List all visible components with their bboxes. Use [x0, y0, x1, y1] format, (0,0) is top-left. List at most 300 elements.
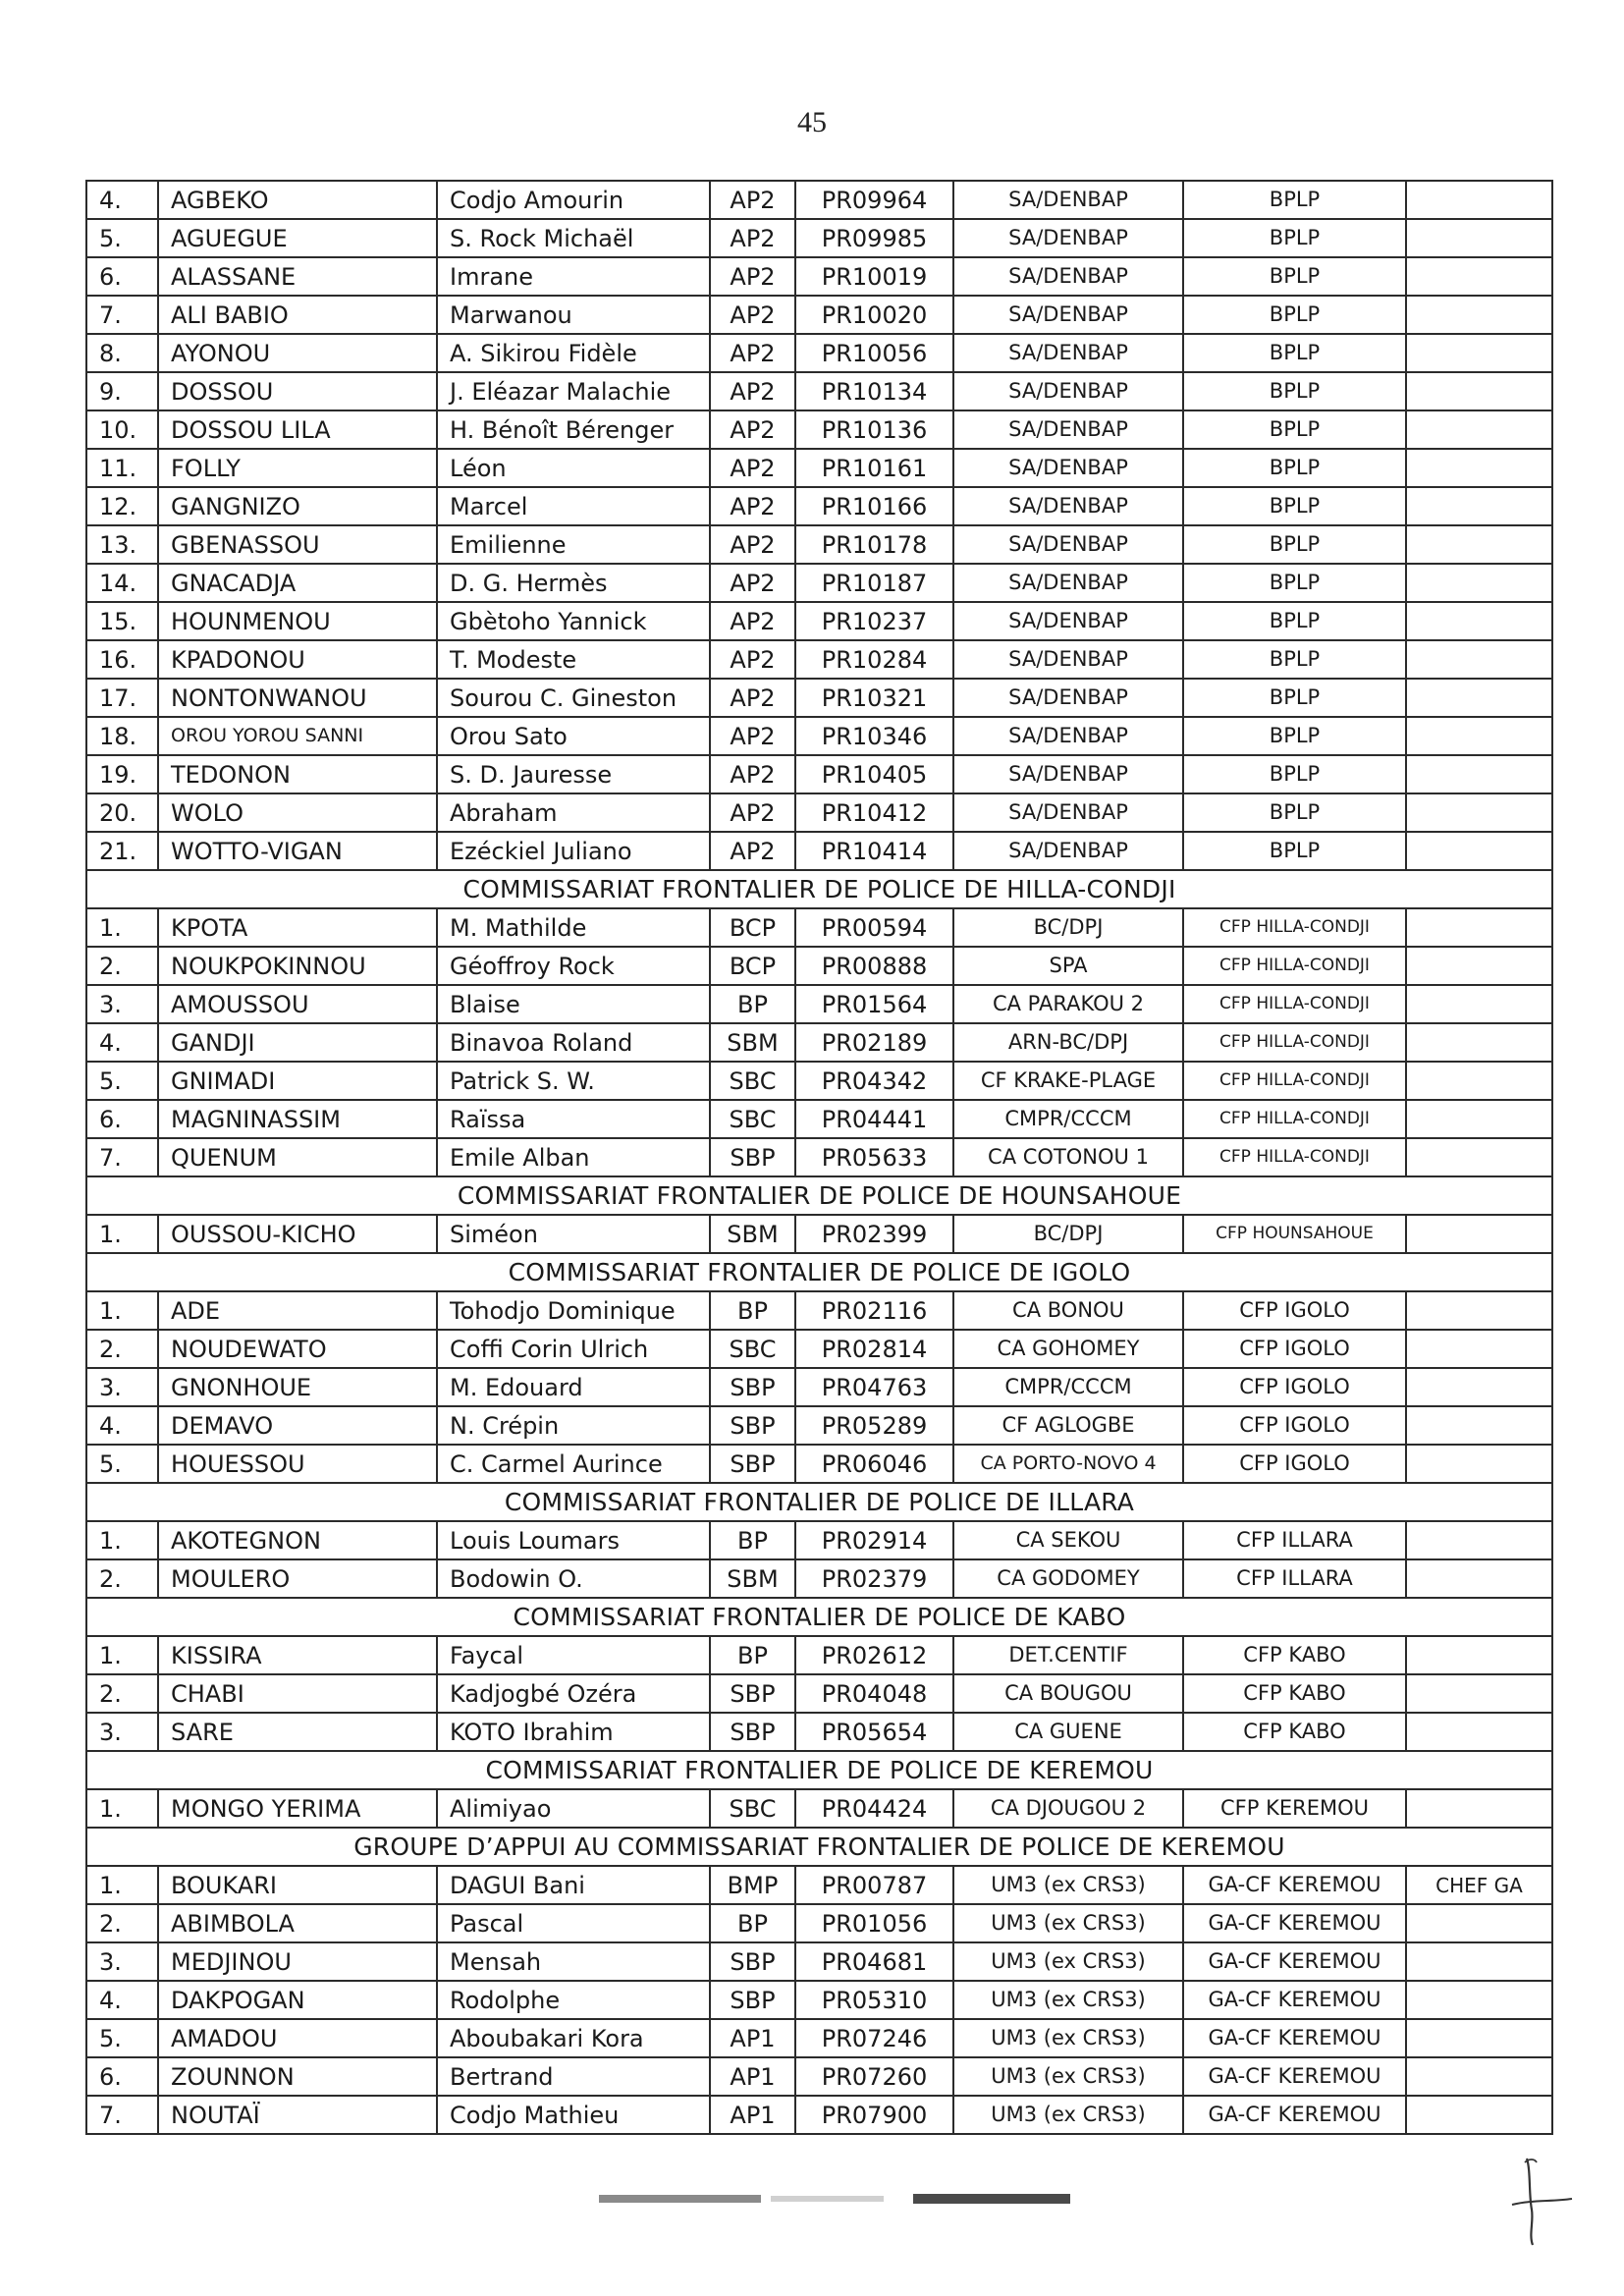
row-number: 5.	[86, 2019, 158, 2057]
new-assignment-cell: CFP HOUNSAHOUE	[1183, 1215, 1406, 1253]
table-row	[86, 908, 1552, 947]
row-number: 3.	[86, 1368, 158, 1406]
current-assignment-cell: SA/DENBAP	[953, 640, 1183, 679]
current-assignment-cell: SA/DENBAP	[953, 219, 1183, 257]
section-title: COMMISSARIAT FRONTALIER DE POLICE DE IGOLO	[86, 1253, 1552, 1291]
grade-cell: AP2	[710, 449, 795, 487]
remark-cell	[1406, 2096, 1552, 2134]
table-row	[86, 1713, 1552, 1751]
new-assignment-cell: BPLP	[1183, 755, 1406, 793]
table-row	[86, 1062, 1552, 1100]
row-number: 2.	[86, 1330, 158, 1368]
first-name-cell: DAGUI Bani	[437, 1866, 710, 1904]
matricule-cell: PR04763	[795, 1368, 953, 1406]
new-assignment-cell: CFP IGOLO	[1183, 1330, 1406, 1368]
matricule-cell: PR02612	[795, 1636, 953, 1674]
section-title: COMMISSARIAT FRONTALIER DE POLICE DE ILLARA	[86, 1483, 1552, 1521]
row-number: 2.	[86, 947, 158, 985]
new-assignment-cell: BPLP	[1183, 257, 1406, 296]
current-assignment-cell: SA/DENBAP	[953, 564, 1183, 602]
grade-cell: AP2	[710, 832, 795, 870]
table-row	[86, 640, 1552, 679]
current-assignment-cell: UM3 (ex CRS3)	[953, 1942, 1183, 1981]
first-name-cell: KOTO Ibrahim	[437, 1713, 710, 1751]
grade-cell: SBP	[710, 1674, 795, 1713]
matricule-cell: PR01056	[795, 1904, 953, 1942]
section-header-row	[86, 870, 1552, 908]
remark-cell	[1406, 755, 1552, 793]
new-assignment-cell: BPLP	[1183, 296, 1406, 334]
row-number: 2.	[86, 1904, 158, 1942]
last-name-cell: KPADONOU	[158, 640, 437, 679]
current-assignment-cell: BC/DPJ	[953, 1215, 1183, 1253]
last-name-cell: DEMAVO	[158, 1406, 437, 1445]
last-name-cell: ALI BABIO	[158, 296, 437, 334]
last-name-cell: GBENASSOU	[158, 525, 437, 564]
grade-cell: AP2	[710, 755, 795, 793]
grade-cell: BCP	[710, 908, 795, 947]
grade-cell: AP2	[710, 372, 795, 410]
grade-cell: BP	[710, 1904, 795, 1942]
grade-cell: BP	[710, 985, 795, 1023]
first-name-cell: H. Bénoît Bérenger	[437, 410, 710, 449]
first-name-cell: N. Crépin	[437, 1406, 710, 1445]
new-assignment-cell: BPLP	[1183, 372, 1406, 410]
matricule-cell: PR07900	[795, 2096, 953, 2134]
new-assignment-cell: CFP IGOLO	[1183, 1445, 1406, 1483]
first-name-cell: A. Sikirou Fidèle	[437, 334, 710, 372]
row-number: 3.	[86, 1713, 158, 1751]
first-name-cell: C. Carmel Aurince	[437, 1445, 710, 1483]
matricule-cell: PR10136	[795, 410, 953, 449]
first-name-cell: Emile Alban	[437, 1138, 710, 1176]
remark-cell	[1406, 717, 1552, 755]
remark-cell	[1406, 1981, 1552, 2019]
remark-cell	[1406, 257, 1552, 296]
new-assignment-cell: BPLP	[1183, 717, 1406, 755]
table-row	[86, 1330, 1552, 1368]
row-number: 7.	[86, 2096, 158, 2134]
section-header-row	[86, 1598, 1552, 1636]
grade-cell: AP2	[710, 181, 795, 219]
grade-cell: BP	[710, 1291, 795, 1330]
new-assignment-cell: GA-CF KEREMOU	[1183, 1942, 1406, 1981]
remark-cell	[1406, 1636, 1552, 1674]
grade-cell: AP2	[710, 679, 795, 717]
row-number: 6.	[86, 257, 158, 296]
table-row	[86, 947, 1552, 985]
current-assignment-cell: CA GODOMEY	[953, 1559, 1183, 1598]
first-name-cell: Léon	[437, 449, 710, 487]
matricule-cell: PR05633	[795, 1138, 953, 1176]
last-name-cell: NOUTAÏ	[158, 2096, 437, 2134]
first-name-cell: T. Modeste	[437, 640, 710, 679]
matricule-cell: PR04048	[795, 1674, 953, 1713]
matricule-cell: PR10166	[795, 487, 953, 525]
grade-cell: SBP	[710, 1406, 795, 1445]
remark-cell	[1406, 1789, 1552, 1828]
row-number: 2.	[86, 1559, 158, 1598]
row-number: 1.	[86, 1789, 158, 1828]
table-row	[86, 564, 1552, 602]
row-number: 18.	[86, 717, 158, 755]
row-number: 6.	[86, 1100, 158, 1138]
remark-cell	[1406, 1406, 1552, 1445]
current-assignment-cell: UM3 (ex CRS3)	[953, 2057, 1183, 2096]
table-row	[86, 985, 1552, 1023]
first-name-cell: Bertrand	[437, 2057, 710, 2096]
row-number: 5.	[86, 219, 158, 257]
last-name-cell: AGUEGUE	[158, 219, 437, 257]
row-number: 1.	[86, 1866, 158, 1904]
table-row	[86, 181, 1552, 219]
table-row	[86, 1636, 1552, 1674]
section-header-row	[86, 1828, 1552, 1866]
table-row	[86, 1215, 1552, 1253]
row-number: 7.	[86, 296, 158, 334]
new-assignment-cell: GA-CF KEREMOU	[1183, 1981, 1406, 2019]
table-row	[86, 602, 1552, 640]
grade-cell: SBC	[710, 1330, 795, 1368]
grade-cell: AP1	[710, 2057, 795, 2096]
row-number: 7.	[86, 1138, 158, 1176]
matricule-cell: PR04681	[795, 1942, 953, 1981]
grade-cell: SBM	[710, 1559, 795, 1598]
grade-cell: AP2	[710, 602, 795, 640]
current-assignment-cell: CA BOUGOU	[953, 1674, 1183, 1713]
grade-cell: SBM	[710, 1023, 795, 1062]
current-assignment-cell: SA/DENBAP	[953, 410, 1183, 449]
current-assignment-cell: SPA	[953, 947, 1183, 985]
row-number: 1.	[86, 908, 158, 947]
matricule-cell: PR02814	[795, 1330, 953, 1368]
remark-cell	[1406, 525, 1552, 564]
new-assignment-cell: CFP KABO	[1183, 1636, 1406, 1674]
last-name-cell: OROU YOROU SANNI	[158, 717, 437, 755]
remark-cell	[1406, 985, 1552, 1023]
section-title: COMMISSARIAT FRONTALIER DE POLICE DE KABO	[86, 1598, 1552, 1636]
section-header-row	[86, 1751, 1552, 1789]
remark-cell	[1406, 219, 1552, 257]
last-name-cell: GNIMADI	[158, 1062, 437, 1100]
last-name-cell: SARE	[158, 1713, 437, 1751]
remark-cell	[1406, 1138, 1552, 1176]
matricule-cell: PR10321	[795, 679, 953, 717]
new-assignment-cell: CFP HILLA-CONDJI	[1183, 1138, 1406, 1176]
remark-cell	[1406, 679, 1552, 717]
new-assignment-cell: CFP IGOLO	[1183, 1368, 1406, 1406]
grade-cell: AP2	[710, 257, 795, 296]
table-row	[86, 832, 1552, 870]
matricule-cell: PR04424	[795, 1789, 953, 1828]
last-name-cell: MAGNINASSIM	[158, 1100, 437, 1138]
first-name-cell: Raïssa	[437, 1100, 710, 1138]
remark-cell	[1406, 1291, 1552, 1330]
last-name-cell: QUENUM	[158, 1138, 437, 1176]
table-row	[86, 1138, 1552, 1176]
new-assignment-cell: CFP HILLA-CONDJI	[1183, 985, 1406, 1023]
new-assignment-cell: GA-CF KEREMOU	[1183, 1904, 1406, 1942]
current-assignment-cell: SA/DENBAP	[953, 296, 1183, 334]
current-assignment-cell: UM3 (ex CRS3)	[953, 1904, 1183, 1942]
matricule-cell: PR04441	[795, 1100, 953, 1138]
remark-cell	[1406, 1368, 1552, 1406]
table-row	[86, 1100, 1552, 1138]
remark-cell	[1406, 793, 1552, 832]
new-assignment-cell: BPLP	[1183, 334, 1406, 372]
remark-cell	[1406, 1023, 1552, 1062]
grade-cell: SBP	[710, 1368, 795, 1406]
grade-cell: AP2	[710, 219, 795, 257]
new-assignment-cell: CFP ILLARA	[1183, 1521, 1406, 1559]
last-name-cell: GNACADJA	[158, 564, 437, 602]
new-assignment-cell: BPLP	[1183, 487, 1406, 525]
table-row	[86, 2057, 1552, 2096]
first-name-cell: Bodowin O.	[437, 1559, 710, 1598]
remark-cell	[1406, 564, 1552, 602]
remark-cell	[1406, 908, 1552, 947]
table-row	[86, 1904, 1552, 1942]
row-number: 4.	[86, 181, 158, 219]
new-assignment-cell: CFP HILLA-CONDJI	[1183, 908, 1406, 947]
first-name-cell: Marcel	[437, 487, 710, 525]
section-title: COMMISSARIAT FRONTALIER DE POLICE DE HILLA-CONDJI	[86, 870, 1552, 908]
new-assignment-cell: CFP IGOLO	[1183, 1291, 1406, 1330]
remark-cell	[1406, 1559, 1552, 1598]
first-name-cell: D. G. Hermès	[437, 564, 710, 602]
current-assignment-cell: UM3 (ex CRS3)	[953, 1866, 1183, 1904]
last-name-cell: TEDONON	[158, 755, 437, 793]
new-assignment-cell: CFP HILLA-CONDJI	[1183, 1023, 1406, 1062]
matricule-cell: PR00888	[795, 947, 953, 985]
remark-cell	[1406, 1445, 1552, 1483]
remark-cell	[1406, 1713, 1552, 1751]
last-name-cell: AGBEKO	[158, 181, 437, 219]
current-assignment-cell: SA/DENBAP	[953, 679, 1183, 717]
page-number: 45	[797, 106, 827, 138]
row-number: 5.	[86, 1062, 158, 1100]
table-row	[86, 793, 1552, 832]
last-name-cell: MOULERO	[158, 1559, 437, 1598]
last-name-cell: NONTONWANOU	[158, 679, 437, 717]
first-name-cell: Marwanou	[437, 296, 710, 334]
grade-cell: AP1	[710, 2096, 795, 2134]
new-assignment-cell: BPLP	[1183, 679, 1406, 717]
grade-cell: SBP	[710, 1445, 795, 1483]
grade-cell: SBM	[710, 1215, 795, 1253]
row-number: 21.	[86, 832, 158, 870]
last-name-cell: AKOTEGNON	[158, 1521, 437, 1559]
first-name-cell: Abraham	[437, 793, 710, 832]
current-assignment-cell: CA DJOUGOU 2	[953, 1789, 1183, 1828]
personnel-table	[85, 180, 1553, 2135]
matricule-cell: PR10346	[795, 717, 953, 755]
section-header-row	[86, 1176, 1552, 1215]
new-assignment-cell: BPLP	[1183, 832, 1406, 870]
current-assignment-cell: CA BONOU	[953, 1291, 1183, 1330]
grade-cell: SBP	[710, 1713, 795, 1751]
section-title: GROUPE D’APPUI AU COMMISSARIAT FRONTALIER DE POLICE DE KEREMOU	[86, 1828, 1552, 1866]
row-number: 5.	[86, 1445, 158, 1483]
current-assignment-cell: UM3 (ex CRS3)	[953, 2096, 1183, 2134]
first-name-cell: Gbètoho Yannick	[437, 602, 710, 640]
first-name-cell: Kadjogbé Ozéra	[437, 1674, 710, 1713]
last-name-cell: ALASSANE	[158, 257, 437, 296]
first-name-cell: Binavoa Roland	[437, 1023, 710, 1062]
current-assignment-cell: CA COTONOU 1	[953, 1138, 1183, 1176]
matricule-cell: PR02116	[795, 1291, 953, 1330]
table-row	[86, 1291, 1552, 1330]
current-assignment-cell: BC/DPJ	[953, 908, 1183, 947]
first-name-cell: Imrane	[437, 257, 710, 296]
new-assignment-cell: BPLP	[1183, 525, 1406, 564]
current-assignment-cell: SA/DENBAP	[953, 257, 1183, 296]
first-name-cell: Pascal	[437, 1904, 710, 1942]
matricule-cell: PR02914	[795, 1521, 953, 1559]
new-assignment-cell: BPLP	[1183, 410, 1406, 449]
row-number: 1.	[86, 1521, 158, 1559]
grade-cell: SBC	[710, 1062, 795, 1100]
remark-cell	[1406, 1062, 1552, 1100]
matricule-cell: PR00594	[795, 908, 953, 947]
last-name-cell: GNONHOUE	[158, 1368, 437, 1406]
last-name-cell: DOSSOU	[158, 372, 437, 410]
current-assignment-cell: SA/DENBAP	[953, 755, 1183, 793]
grade-cell: AP2	[710, 564, 795, 602]
row-number: 4.	[86, 1981, 158, 2019]
matricule-cell: PR02189	[795, 1023, 953, 1062]
first-name-cell: S. Rock Michaël	[437, 219, 710, 257]
row-number: 8.	[86, 334, 158, 372]
table-row	[86, 679, 1552, 717]
new-assignment-cell: GA-CF KEREMOU	[1183, 2057, 1406, 2096]
grade-cell: AP2	[710, 793, 795, 832]
matricule-cell: PR10284	[795, 640, 953, 679]
table-row	[86, 1942, 1552, 1981]
grade-cell: SBP	[710, 1981, 795, 2019]
remark-cell	[1406, 1521, 1552, 1559]
new-assignment-cell: CFP HILLA-CONDJI	[1183, 1062, 1406, 1100]
matricule-cell: PR02379	[795, 1559, 953, 1598]
first-name-cell: M. Mathilde	[437, 908, 710, 947]
matricule-cell: PR10237	[795, 602, 953, 640]
first-name-cell: Louis Loumars	[437, 1521, 710, 1559]
last-name-cell: HOUNMENOU	[158, 602, 437, 640]
current-assignment-cell: CA PARAKOU 2	[953, 985, 1183, 1023]
table-row	[86, 1023, 1552, 1062]
last-name-cell: GANDJI	[158, 1023, 437, 1062]
new-assignment-cell: CFP HILLA-CONDJI	[1183, 1100, 1406, 1138]
last-name-cell: KPOTA	[158, 908, 437, 947]
first-name-cell: Codjo Amourin	[437, 181, 710, 219]
last-name-cell: KISSIRA	[158, 1636, 437, 1674]
remark-cell	[1406, 487, 1552, 525]
new-assignment-cell: CFP HILLA-CONDJI	[1183, 947, 1406, 985]
matricule-cell: PR07260	[795, 2057, 953, 2096]
current-assignment-cell: SA/DENBAP	[953, 793, 1183, 832]
new-assignment-cell: CFP ILLARA	[1183, 1559, 1406, 1598]
last-name-cell: ADE	[158, 1291, 437, 1330]
row-number: 12.	[86, 487, 158, 525]
row-number: 1.	[86, 1291, 158, 1330]
current-assignment-cell: SA/DENBAP	[953, 334, 1183, 372]
table-row	[86, 296, 1552, 334]
matricule-cell: PR06046	[795, 1445, 953, 1483]
last-name-cell: NOUDEWATO	[158, 1330, 437, 1368]
row-number: 4.	[86, 1023, 158, 1062]
first-name-cell: Blaise	[437, 985, 710, 1023]
table-row	[86, 1521, 1552, 1559]
matricule-cell: PR09964	[795, 181, 953, 219]
row-number: 1.	[86, 1636, 158, 1674]
last-name-cell: WOTTO-VIGAN	[158, 832, 437, 870]
last-name-cell: MONGO YERIMA	[158, 1789, 437, 1828]
first-name-cell: Géoffroy Rock	[437, 947, 710, 985]
table-row	[86, 1866, 1552, 1904]
row-number: 13.	[86, 525, 158, 564]
remark-cell	[1406, 2057, 1552, 2096]
row-number: 11.	[86, 449, 158, 487]
matricule-cell: PR10056	[795, 334, 953, 372]
remark-cell	[1406, 372, 1552, 410]
current-assignment-cell: UM3 (ex CRS3)	[953, 1981, 1183, 2019]
row-number: 17.	[86, 679, 158, 717]
new-assignment-cell: GA-CF KEREMOU	[1183, 1866, 1406, 1904]
new-assignment-cell: BPLP	[1183, 219, 1406, 257]
matricule-cell: PR02399	[795, 1215, 953, 1253]
matricule-cell: PR07246	[795, 2019, 953, 2057]
matricule-cell: PR05289	[795, 1406, 953, 1445]
last-name-cell: ZOUNNON	[158, 2057, 437, 2096]
remark-cell	[1406, 296, 1552, 334]
grade-cell: BMP	[710, 1866, 795, 1904]
last-name-cell: OUSSOU-KICHO	[158, 1215, 437, 1253]
current-assignment-cell: CA GOHOMEY	[953, 1330, 1183, 1368]
current-assignment-cell: CF AGLOGBE	[953, 1406, 1183, 1445]
table-row	[86, 219, 1552, 257]
matricule-cell: PR10178	[795, 525, 953, 564]
last-name-cell: AYONOU	[158, 334, 437, 372]
last-name-cell: ABIMBOLA	[158, 1904, 437, 1942]
section-title: COMMISSARIAT FRONTALIER DE POLICE DE HOUNSAHOUE	[86, 1176, 1552, 1215]
first-name-cell: S. D. Jauresse	[437, 755, 710, 793]
current-assignment-cell: UM3 (ex CRS3)	[953, 2019, 1183, 2057]
table-row	[86, 1674, 1552, 1713]
remark-cell	[1406, 832, 1552, 870]
matricule-cell: PR10414	[795, 832, 953, 870]
row-number: 16.	[86, 640, 158, 679]
table-row	[86, 1789, 1552, 1828]
first-name-cell: Ezéckiel Juliano	[437, 832, 710, 870]
row-number: 15.	[86, 602, 158, 640]
new-assignment-cell: CFP KABO	[1183, 1674, 1406, 1713]
new-assignment-cell: BPLP	[1183, 449, 1406, 487]
remark-cell	[1406, 602, 1552, 640]
scan-footer-bar	[599, 2193, 1070, 2205]
current-assignment-cell: CA GUENE	[953, 1713, 1183, 1751]
table-row	[86, 257, 1552, 296]
row-number: 2.	[86, 1674, 158, 1713]
current-assignment-cell: SA/DENBAP	[953, 602, 1183, 640]
grade-cell: BCP	[710, 947, 795, 985]
remark-cell	[1406, 1942, 1552, 1981]
matricule-cell: PR10134	[795, 372, 953, 410]
grade-cell: AP2	[710, 717, 795, 755]
first-name-cell: Tohodjo Dominique	[437, 1291, 710, 1330]
section-title: COMMISSARIAT FRONTALIER DE POLICE DE KEREMOU	[86, 1751, 1552, 1789]
row-number: 3.	[86, 985, 158, 1023]
remark-cell	[1406, 410, 1552, 449]
